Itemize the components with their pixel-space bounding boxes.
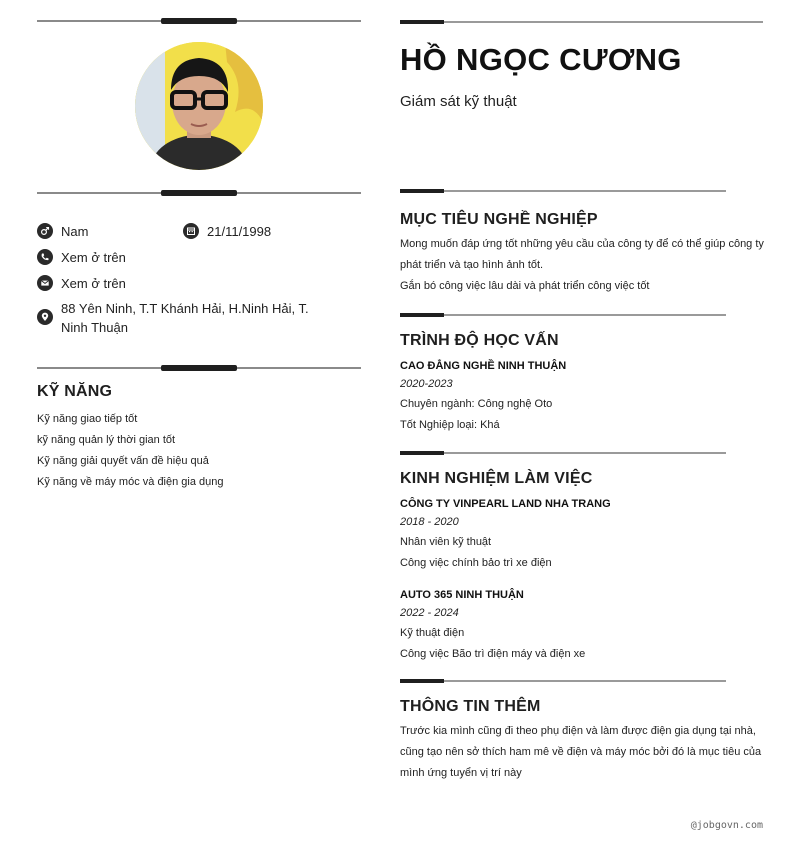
additional-divider [400,680,726,682]
gender-row [37,222,88,241]
email-value: Xem ở trên [61,276,126,291]
candidate-title: Giám sát kỹ thuật [400,93,517,110]
email-icon [37,275,53,291]
job-position: Kỹ thuật điện [400,627,465,639]
avatar [135,42,263,170]
address-row [37,299,337,337]
job-description: Công việc Bão trì điện máy và điện xe [400,648,586,660]
education-title: TRÌNH ĐỘ HỌC VẤN [400,332,559,349]
gender-value: Nam [61,224,89,239]
phone-row [37,248,126,267]
additional-section [400,697,766,784]
company-name: CÔNG TY VINPEARL LAND NHA TRANG [400,498,611,510]
school-name: CAO ĐẲNG NGHỀ NINH THUẬN [400,360,567,372]
birthday-row [183,222,271,241]
experience-title: KINH NGHIỆM LÀM VIỆC [400,470,593,487]
email-row [37,274,126,293]
experience-section [400,469,766,665]
skill-item: Kỹ năng giao tiếp tốt [37,413,138,425]
skills-title: KỸ NĂNG [37,383,113,400]
education-major: Chuyên ngành: Công nghệ Oto [400,398,553,410]
education-grade: Tốt Nghiệp loại: Khá [400,419,500,431]
additional-text: Trước kia mình cũng đi theo phụ điện và làm được điện gia dụng tại nhà, cũng tạo nên sở thích ham mê về điện và máy móc bởi đó là mục tiêu của mình ứng tuyển vị trí này [400,725,762,779]
phone-value: Xem ở trên [61,250,126,265]
objective-title: MỤC TIÊU NGHỀ NGHIỆP [400,211,598,228]
job-period: 2022 - 2024 [400,607,459,619]
skills-list [37,409,357,493]
header-divider [400,21,763,23]
address-value: 88 Yên Ninh, T.T Khánh Hải, H.Ninh Hải, T. Ninh Thuận [61,301,309,335]
skills-divider [37,367,361,369]
gender-icon [37,223,53,239]
education-period: 2020-2023 [400,378,453,390]
objective-text: Mong muốn đáp ứng tốt những yêu cầu của công ty để có thể giúp công ty phát triển và tạo hình ảnh tốt. [400,238,764,271]
phone-icon [37,249,53,265]
birthday-value: 21/11/1998 [207,224,272,239]
job-period: 2018 - 2020 [400,516,459,528]
skill-item: Kỹ năng về máy móc và điện gia dụng [37,476,224,488]
experience-divider [400,452,726,454]
profile-divider [37,192,361,194]
job-description: Công việc chính bảo trì xe điện [400,557,552,569]
candidate-name: HỒ NGỌC CƯƠNG [400,42,682,77]
objective-text: Gắn bó công việc lâu dài và phát triển công việc tốt [400,280,650,292]
location-pin-icon [37,309,53,325]
avatar-photo [135,42,263,170]
site-watermark: @jobgovn.com [690,820,763,831]
education-divider [400,314,726,316]
top-left-divider [37,20,361,22]
objective-section [400,210,766,297]
skill-item: kỹ năng quản lý thời gian tốt [37,434,176,446]
skill-item: Kỹ năng giải quyết vấn đề hiệu quả [37,455,209,467]
education-section [400,331,766,436]
company-name: AUTO 365 NINH THUẬN [400,589,524,601]
objective-divider [400,190,726,192]
calendar-icon [183,223,199,239]
job-position: Nhân viên kỹ thuật [400,536,492,548]
additional-title: THÔNG TIN THÊM [400,698,541,715]
